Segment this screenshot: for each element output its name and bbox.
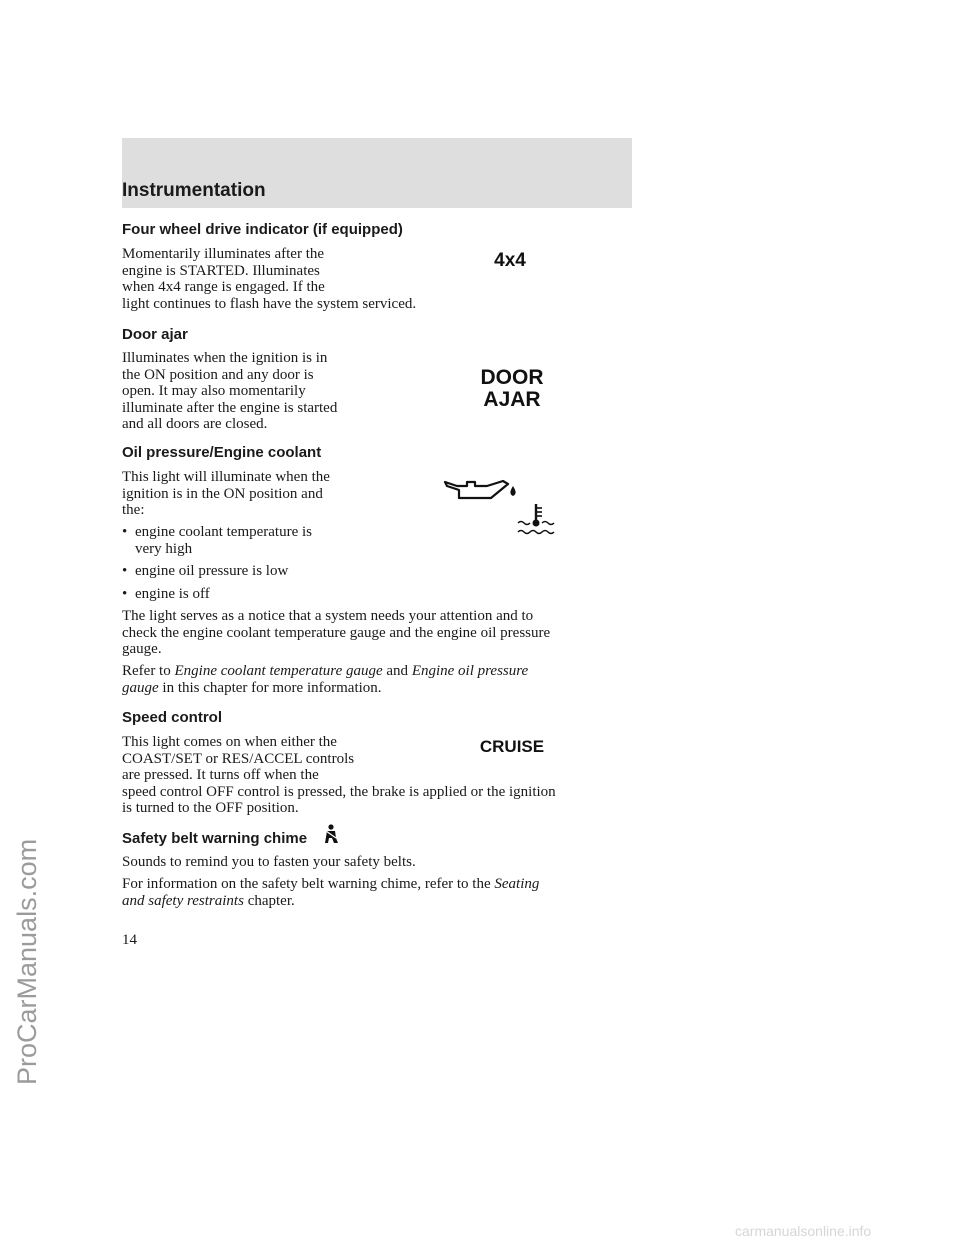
bullet-text-line: very high bbox=[135, 540, 193, 557]
bullet-text-line: engine coolant temperature is bbox=[135, 524, 313, 540]
oil-coolant-reference bbox=[122, 663, 642, 696]
section-title: Instrumentation bbox=[122, 180, 266, 201]
text-line: light continues to flash have the system serviced. bbox=[122, 295, 417, 312]
refer-gauge-title: Engine coolant temperature gauge bbox=[174, 663, 383, 679]
door-ajar-indicator-icon bbox=[462, 367, 562, 411]
text-line: open. It may also momentarily bbox=[122, 383, 306, 400]
refer-text: and bbox=[382, 663, 412, 679]
door-ajar-indicator-line: DOOR bbox=[480, 366, 544, 389]
text-line bbox=[122, 680, 642, 697]
text-line: are pressed. It turns off when the bbox=[122, 767, 319, 784]
door-ajar-indicator-line: AJAR bbox=[483, 388, 541, 411]
side-watermark: ProCarManuals.com bbox=[12, 838, 42, 1085]
safety-belt-heading bbox=[122, 830, 307, 847]
safety-belt-info bbox=[122, 876, 642, 909]
refer-gauge-title: gauge bbox=[122, 679, 159, 696]
chapter-title: Seating bbox=[494, 876, 540, 892]
refer-gauge-title: Engine oil pressure bbox=[411, 663, 529, 679]
bottom-watermark: carmanualsonline.info bbox=[735, 1223, 872, 1239]
bullet-text bbox=[135, 524, 312, 557]
refer-text: Refer to bbox=[122, 663, 175, 679]
text-line: ignition is in the ON position and bbox=[122, 485, 323, 502]
oil-coolant-notice bbox=[122, 608, 642, 658]
oil-coolant-text bbox=[122, 469, 422, 519]
oil-coolant-heading: Oil pressure/Engine coolant bbox=[122, 444, 322, 461]
bullet-dot: • bbox=[122, 524, 128, 540]
bullet-text: engine is off bbox=[135, 586, 210, 602]
bullet-text: engine oil pressure is low bbox=[135, 563, 289, 579]
text-line: Momentarily illuminates after the bbox=[122, 246, 325, 262]
text-line: This light comes on when either the bbox=[122, 734, 337, 750]
text-line: the ON position and any door is bbox=[122, 366, 314, 383]
bullet-dot: • bbox=[122, 563, 128, 579]
text-line: check the engine coolant temperature gauge and the engine oil pressure bbox=[122, 624, 551, 641]
speed-control-heading: Speed control bbox=[122, 709, 223, 726]
text-line: The light serves as a notice that a system needs your attention and to bbox=[122, 608, 534, 624]
text-line: and all doors are closed. bbox=[122, 416, 268, 433]
page-number: 14 bbox=[122, 932, 137, 948]
info-text: For information on the safety belt warning chime, refer to the bbox=[122, 876, 495, 892]
text-line: engine is STARTED. Illuminates bbox=[122, 262, 320, 279]
text-line bbox=[122, 893, 642, 910]
cruise-indicator-icon: CRUISE bbox=[479, 737, 545, 756]
seatbelt-person-icon bbox=[322, 824, 340, 844]
refer-text: in this chapter for more information. bbox=[158, 679, 382, 696]
four-wheel-drive-heading: Four wheel drive indicator (if equipped) bbox=[122, 221, 403, 238]
text-line bbox=[122, 663, 642, 680]
text-line: This light will illuminate when the bbox=[122, 469, 330, 485]
four-by-four-indicator-icon: 4x4 bbox=[494, 250, 526, 271]
safety-belt-line: Sounds to remind you to fasten your safety belts. bbox=[122, 854, 416, 870]
oil-can-icon bbox=[443, 476, 519, 504]
chapter-title: and safety restraints bbox=[122, 892, 244, 909]
coolant-thermometer-icon bbox=[516, 502, 556, 536]
door-ajar-heading: Door ajar bbox=[122, 326, 188, 343]
text-line: gauge. bbox=[122, 641, 162, 658]
safety-belt-heading-text: Safety belt warning chime bbox=[122, 830, 308, 847]
text-line: when 4x4 range is engaged. If the bbox=[122, 279, 325, 296]
section-header-band bbox=[122, 138, 632, 208]
text-line: COAST/SET or RES/ACCEL controls bbox=[122, 750, 355, 767]
text-line: illuminate after the engine is started bbox=[122, 399, 338, 416]
text-line: the: bbox=[122, 502, 145, 519]
text-line: Illuminates when the ignition is in bbox=[122, 350, 328, 366]
text-line: speed control OFF control is pressed, the brake is applied or the ignition bbox=[122, 783, 556, 800]
text-line: is turned to the OFF position. bbox=[122, 800, 299, 817]
info-text: chapter. bbox=[243, 892, 295, 909]
text-line bbox=[122, 876, 642, 893]
door-ajar-text bbox=[122, 350, 422, 433]
speed-control-text bbox=[122, 734, 652, 817]
bullet-dot: • bbox=[122, 586, 128, 602]
